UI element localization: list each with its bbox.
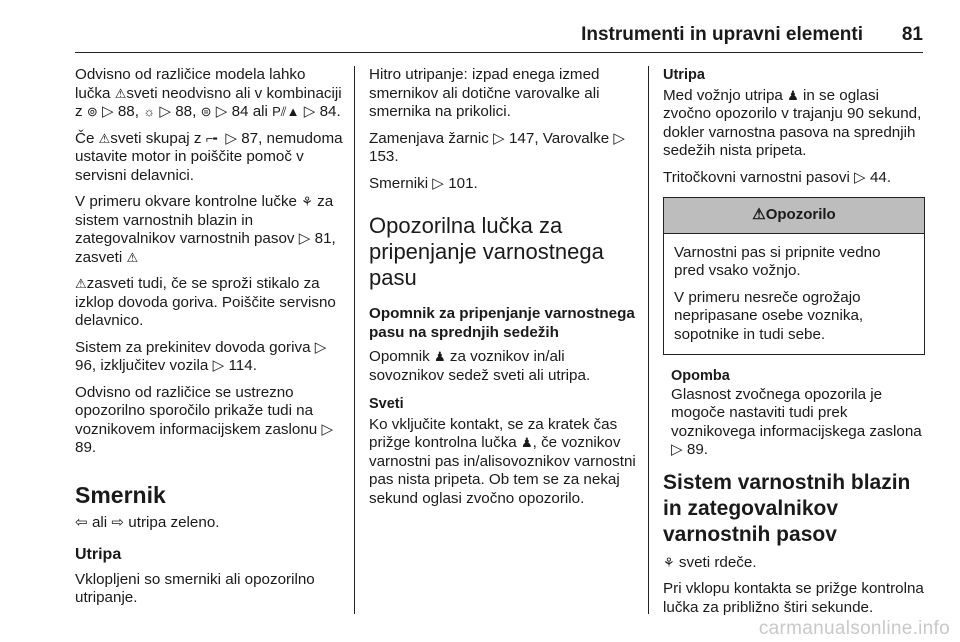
- paragraph: Smerniki ▷ 101.: [369, 174, 478, 192]
- indicator-icon: ⊜: [200, 104, 212, 119]
- text-run: Če: [75, 129, 99, 147]
- text-run: ▷ 84.: [299, 103, 341, 120]
- paragraph: Sistem za prekinitev dovoda goriva ▷ 96, izključitev vozila ▷ 114.: [75, 338, 327, 374]
- text-run: sveti neodvisno ali v kombinaciji z: [75, 84, 342, 120]
- warning-triangle-icon: ⚠: [114, 85, 127, 101]
- paragraph: [75, 193, 345, 267]
- text-run: ▷ 88,: [155, 103, 201, 120]
- paragraph: [369, 416, 639, 509]
- paragraph: [369, 348, 639, 385]
- text-run: V primeru okvare kontrolne lučke: [75, 193, 302, 210]
- text-run: Odvisno od različice modela lahko lučka: [75, 66, 306, 102]
- text-run: za sistem varnostnih blazin in zategovalnikov varnostnih pasov ▷ 81, zasveti: [75, 193, 336, 266]
- text-run: Med vožnjo utripa: [663, 86, 788, 104]
- subheading-utripa: Utripa: [75, 546, 122, 563]
- indicator-icon: ⌐╸: [205, 130, 222, 146]
- note-text: Glasnost zvočnega opozorila je mogoče nastaviti tudi prek voznikovega informacijskega zaslona ▷ 89.: [671, 385, 922, 458]
- warning-triangle-icon: ⚠: [126, 249, 139, 265]
- paragraph: [663, 554, 925, 573]
- seatbelt-icon: ♟: [520, 435, 533, 450]
- text-run: ▷ 88,: [97, 103, 144, 120]
- note-heading: Opomba: [671, 368, 730, 384]
- text-run: Ko vključite kontakt, se za kratek čas prižge kontrolna lučka: [369, 415, 618, 451]
- indicator-icon: ☼: [143, 104, 156, 119]
- subheading-front-seat-reminder: Opomnik za pripenjanje varnostnega pasu na sprednjih sedežih: [369, 305, 635, 341]
- paragraph: Pri vklopu kontakta se prižge kontrolna lučka za približno štiri sekunde.: [663, 580, 924, 616]
- column-right: [663, 66, 925, 625]
- warning-text: V primeru nesreče ogrožajo nepripasane osebe voznika, sopotnike in tudi sebe.: [674, 288, 864, 343]
- text-run: Opomnik: [369, 348, 434, 365]
- text-run: in se oglasi zvočno opozorilo v trajanju 90 sekund, dokler varnostna pasova na sprednjih sedežih nista pripeta.: [663, 86, 922, 159]
- paragraph: [663, 87, 925, 161]
- paragraph: Vklopljeni so smerniki ali opozorilno utripanje.: [75, 570, 315, 606]
- warning-triangle-icon: ⚠: [75, 276, 87, 291]
- seatbelt-icon: ♟: [434, 349, 446, 364]
- note-box: [663, 367, 925, 460]
- watermark: carmanualsonline.info: [758, 618, 950, 639]
- text-run: za voznikov in/ali sovoznikov sedež sveti ali utripa.: [369, 348, 591, 384]
- section-heading-seatbelt-light: Opozorilna lučka za pripenjanje varnostnega pasu: [369, 213, 604, 290]
- text-run: zasveti tudi, če se sproži stikalo za izklop dovoda goriva. Poiščite servisno delavnico.: [75, 275, 336, 329]
- text-run: , če voznikov varnostni pas in/alisovoznikov varnostni pas nista pripeta. Ob tem se za nekaj sekund oglasi zvočno opozorilo.: [369, 434, 636, 507]
- paragraph: Hitro utripanje: izpad enega izmed smernikov ali dotične varovalke ali smernika na prikolici.: [369, 66, 600, 120]
- paragraph: Zamenjava žarnic ▷ 147, Varovalke ▷ 153.: [369, 129, 626, 165]
- page-title: Instrumenti in upravni elementi: [581, 24, 863, 45]
- airbag-icon: ⚘: [663, 554, 675, 570]
- indicator-icon: ⊚: [86, 104, 98, 119]
- seatbelt-icon: ♟: [787, 87, 799, 103]
- section-heading-airbag: Sistem varnostnih blazin in zategovalnikov varnostnih pasov: [663, 470, 911, 546]
- text-run: ▷ 87, nemudoma ustavite motor in poiščite pomoč v servisni delavnici.: [75, 129, 343, 184]
- column-middle: [369, 66, 639, 516]
- subheading-sveti: Sveti: [369, 396, 404, 412]
- column-left: [75, 66, 345, 616]
- warning-heading: Opozorilo: [765, 206, 836, 223]
- paragraph: Odvisno od različice se ustrezno opozorilno sporočilo prikaže tudi na voznikovem informacijskem zaslonu ▷ 89.: [75, 383, 334, 456]
- warning-triangle-icon: ⚠: [752, 206, 766, 223]
- warning-box: [663, 197, 925, 355]
- page-header: [75, 0, 923, 53]
- paragraph: [75, 130, 345, 186]
- text-run: sveti skupaj z: [110, 129, 206, 147]
- paragraph: [75, 275, 345, 331]
- text-run: sveti rdeče.: [674, 553, 757, 571]
- subheading-utripa: Utripa: [663, 67, 705, 83]
- column-divider: [648, 66, 649, 614]
- indicator-icon: P⫽▲: [272, 104, 300, 119]
- page-number: 81: [901, 24, 923, 45]
- column-divider: [354, 66, 355, 614]
- paragraph: Tritočkovni varnostni pasovi ▷ 44.: [663, 168, 892, 186]
- text-run: ▷ 84 ali: [211, 103, 273, 120]
- warning-triangle-icon: ⚠: [98, 130, 111, 146]
- paragraph: ⇦ ali ⇨ utripa zeleno.: [75, 513, 220, 531]
- warning-body: [664, 234, 924, 355]
- section-heading-smernik: Smernik: [75, 481, 166, 508]
- warning-text: Varnostni pas si pripnite vedno pred vsako vožnjo.: [674, 243, 881, 279]
- airbag-icon: ⚘: [301, 194, 313, 209]
- paragraph: [75, 66, 345, 122]
- warning-header: [664, 198, 924, 234]
